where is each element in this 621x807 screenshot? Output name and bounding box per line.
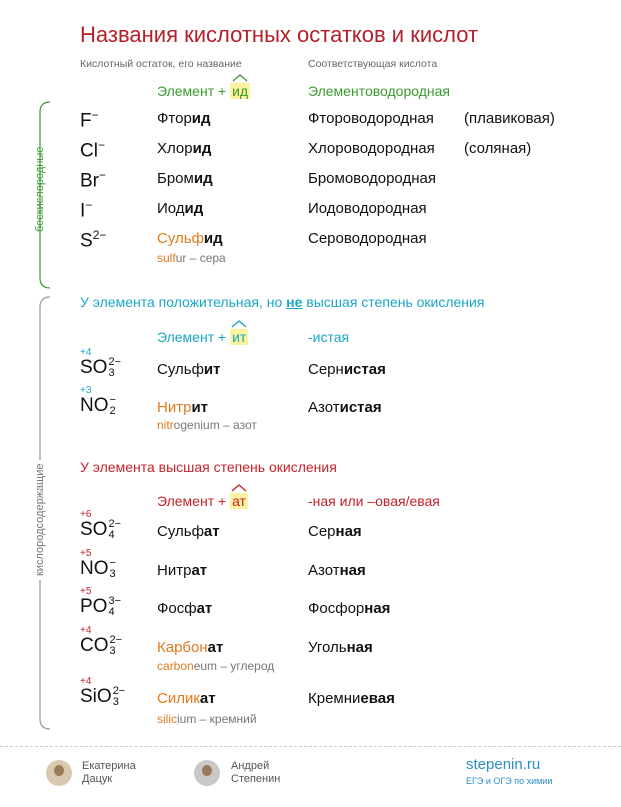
acid-name: Угольная	[308, 639, 373, 656]
ion-formula: F−	[80, 108, 99, 132]
section2-acid-rule: -истая	[308, 329, 350, 345]
suffix-highlight: ит	[230, 329, 248, 345]
latin-note-sulfur: sulfur – сера	[157, 251, 226, 265]
residue-name: Фосфат	[157, 600, 213, 617]
residue-name: Нитрит	[157, 399, 209, 416]
ion-formula: PO 3− 4	[80, 595, 121, 618]
residue-name: Карбонат	[157, 639, 224, 656]
acid-name: Сероводородная	[308, 230, 427, 247]
acid-trivial-name: (плавиковая)	[464, 110, 555, 127]
section3-acid-rule: -ная или –овая/евая	[308, 493, 440, 509]
residue-name: Хлорид	[157, 140, 212, 157]
section2-rule: Элемент + ит	[157, 329, 248, 345]
section3-rule: Элемент + ат	[157, 493, 248, 509]
latin-note-nitrogen: nitrogenium – азот	[157, 418, 257, 432]
acid-name: Сернистая	[308, 361, 386, 378]
oxygen-label: кислородсодержащие	[34, 460, 46, 580]
suffix-highlight: ид	[230, 83, 250, 99]
section2-title: У элемента положительная, но не высшая степень окисления	[80, 294, 485, 310]
acid-name: Азотная	[308, 562, 366, 579]
acid-name: Фосфорная	[308, 600, 391, 617]
ion-formula: Cl−	[80, 138, 105, 162]
section1-acid-rule: Элементоводородная	[308, 83, 450, 99]
oxidation-state: +3	[80, 385, 92, 396]
site-subtitle: ЕГЭ и ОГЭ по химии	[466, 776, 553, 786]
residue-name: Иодид	[157, 200, 204, 217]
acid-name: Бромоводородная	[308, 170, 436, 187]
roof-icon	[231, 320, 247, 328]
ion-formula: $S^{2-}$	[80, 228, 107, 252]
ion-formula: SO 2− 3	[80, 356, 121, 379]
oxidation-state: +4	[80, 625, 92, 636]
residue-name: Сульфит	[157, 361, 221, 378]
acid-column-header: Соответствующая кислота	[308, 58, 438, 70]
oxidation-state: +6	[80, 509, 92, 520]
oxidation-state: +4	[80, 347, 92, 358]
acid-trivial-name: (соляная)	[464, 140, 532, 157]
residue-name: Фторид	[157, 110, 211, 127]
site-link[interactable]: stepenin.ru	[466, 756, 541, 773]
residue-name: Нитрат	[157, 562, 208, 579]
page-title: Названия кислотных остатков и кислот	[80, 22, 479, 47]
roof-icon	[231, 484, 247, 492]
residue-name: Сульфат	[157, 523, 220, 540]
ion-formula: Br−	[80, 168, 107, 192]
author2-avatar	[194, 760, 220, 786]
latin-note-carbon: carboneum – углерод	[157, 659, 275, 673]
roof-icon	[232, 74, 248, 82]
author2-name: Андрей Степенин	[231, 760, 281, 785]
residue-name: Бромид	[157, 170, 213, 187]
oxidation-state: +4	[80, 676, 92, 687]
ion-formula: CO 2− 3	[80, 634, 123, 657]
oxygenless-label: бескислородные	[34, 146, 46, 232]
ion-formula: NO − 2	[80, 394, 116, 417]
suffix-highlight: ат	[230, 493, 248, 509]
ion-formula: SO 2− 4	[80, 518, 121, 541]
residue-name: Силикат	[157, 690, 216, 707]
acid-name: Иодоводородная	[308, 200, 427, 217]
oxidation-state: +5	[80, 548, 92, 559]
oxidation-state: +5	[80, 586, 92, 597]
acid-name: Кремниевая	[308, 690, 395, 707]
acid-name: Хлороводородная	[308, 140, 435, 157]
author1-name: Екатерина Дацук	[82, 760, 136, 785]
residue-name: Сульфид	[157, 230, 223, 247]
acid-name: Фтороводородная	[308, 110, 434, 127]
footer-divider	[0, 746, 621, 747]
acid-name: Серная	[308, 523, 362, 540]
ion-formula: SiO 2− 3	[80, 685, 126, 708]
residue-column-header: Кислотный остаток, его название	[80, 58, 242, 70]
author1-avatar	[46, 760, 72, 786]
acid-name: Азотистая	[308, 399, 382, 416]
section1-rule: Элемент + ид	[157, 83, 250, 99]
latin-note-silicon: silicium – кремний	[157, 712, 257, 726]
ion-formula: I−	[80, 198, 93, 222]
ion-formula: NO − 3	[80, 557, 116, 580]
section3-title: У элемента высшая степень окисления	[80, 459, 337, 475]
